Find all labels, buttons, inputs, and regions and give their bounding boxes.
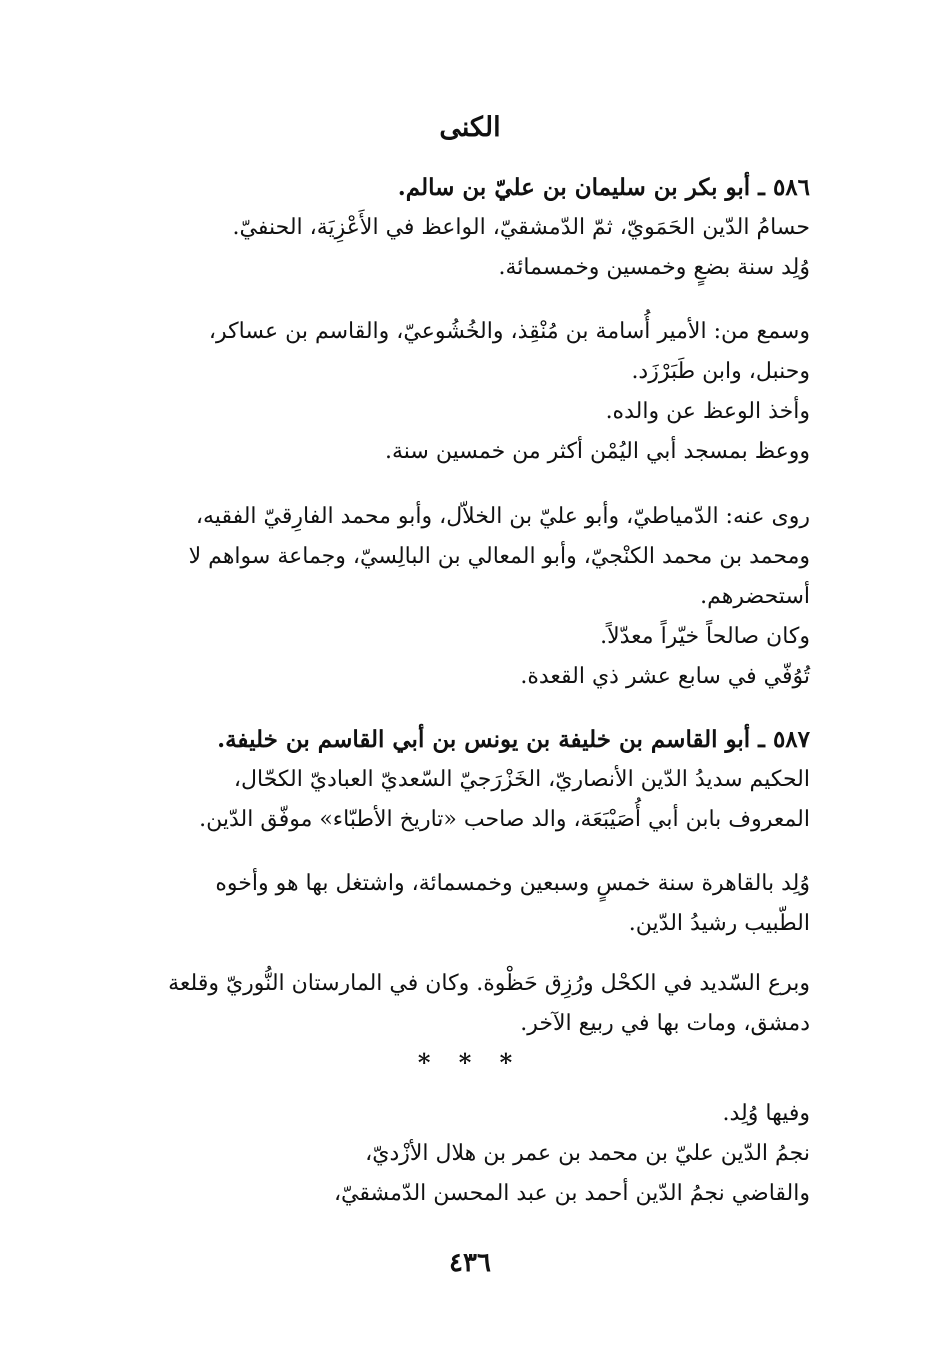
births-block (110, 1094, 810, 1214)
entry-heading: ٥٨٦ ـ أبو بكر بن سليمان بن عليّ بن سالم. (397, 174, 810, 201)
entry-line: وأخذ الوعظ عن والده. (605, 399, 810, 424)
entry-line: الطّبيب رشيدُ الدّين. (628, 911, 810, 936)
entry-line: حسامُ الدّين الحَمَويّ، ثمّ الدّمشقيّ، الواعظ في الأَعْزِيَة، الحنفيّ. (232, 215, 810, 240)
entry-line: وسمع من: الأمير أُسامة بن مُنْقِذ، والخُشُوعيّ، والقاسم بن عساكر، (208, 319, 810, 344)
entry-586-students (110, 497, 810, 697)
entry-587 (110, 720, 810, 840)
section-title: الكنى (439, 112, 501, 143)
entry-line: ومحمد بن محمد الكنْجيّ، وأبو المعالي بن البالِسيّ، وجماعة سواهم لا (188, 544, 810, 569)
entry-586-teachers (110, 312, 810, 472)
section-separator: * * * (417, 1048, 523, 1077)
entry-line: أستحضرهم. (700, 584, 810, 609)
entry-line: الحكيم سديدُ الدّين الأنصاريّ، الخَزْرَجيّ السّعديّ العباديّ الكحّال، (233, 767, 810, 792)
entry-line: وكان صالحاً خيّراً معدّلاً. (600, 624, 810, 649)
entry-line: ووعظ بمسجد أبي اليُمْن أكثر من خمسين سنة. (384, 439, 810, 464)
entry-heading: ٥٨٧ ـ أبو القاسم بن خليفة بن يونس بن أبي القاسم بن خليفة. (217, 726, 810, 753)
entry-line: دمشق، ومات بها في ربيع الآخر. (520, 1011, 810, 1036)
entry-line: وحنبل، وابن طَبَرْزَد. (631, 359, 810, 384)
births-line: والقاضي نجمُ الدّين أحمد بن عبد المحسن الدّمشقيّ، (333, 1181, 810, 1206)
page-number: ٤٣٦ (449, 1248, 491, 1278)
entry-line: المعروف بابن أبي أُصَيْبَعَة، والد صاحب «تاريخ الأطبّاء» موفّق الدّين. (199, 807, 810, 832)
entry-587-birth (110, 864, 810, 944)
entry-line: وبرع السّديد في الكحْل ورُزِق حَظْوة. وكان في المارستان النُّوريّ وقلعة (168, 971, 810, 996)
births-line: نجمُ الدّين عليّ بن محمد بن عمر بن هلال الأزْديّ، (365, 1141, 810, 1166)
births-intro: وفيها وُلِد. (722, 1101, 810, 1126)
entry-586 (110, 168, 810, 288)
entry-line: وُلِد سنة بضعٍ وخمسين وخمسمائة. (498, 255, 810, 280)
entry-line: وُلِد بالقاهرة سنة خمسٍ وسبعين وخمسمائة، واشتغل بها هو وأخوه (215, 871, 810, 896)
entry-line: تُوُفّي في سابع عشر ذي القعدة. (520, 664, 810, 689)
entry-line: روى عنه: الدّمياطيّ، وأبو عليّ بن الخلاّل، وأبو محمد الفارِقيّ الفقيه، (195, 504, 810, 529)
entry-587-career (110, 964, 810, 1044)
